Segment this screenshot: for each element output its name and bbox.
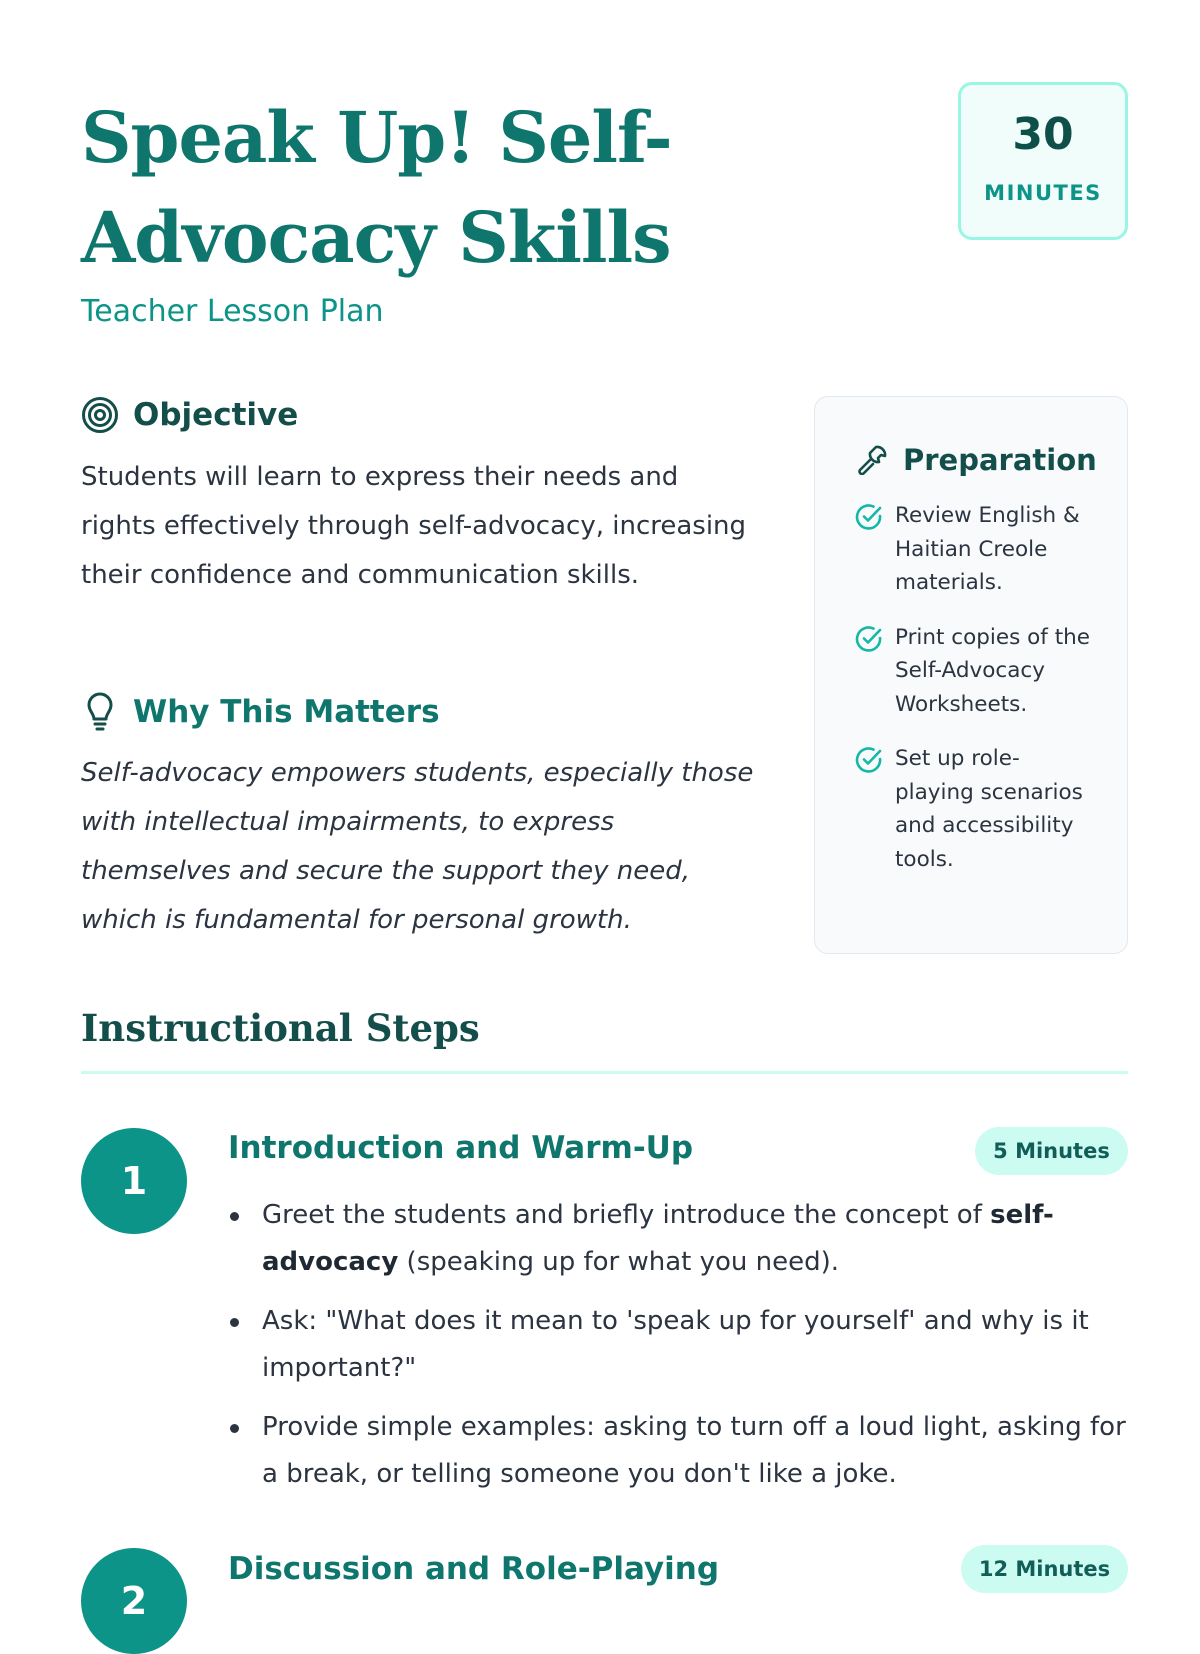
- preparation-item-text: Review English & Haitian Creole materials.: [895, 503, 1080, 595]
- step-duration-badge: 5 Minutes: [975, 1127, 1128, 1175]
- why-title: Why This Matters: [133, 694, 440, 730]
- step-bullet-text: Greet the students and briefly introduce the concept of: [262, 1200, 991, 1230]
- step-title: Introduction and Warm-Up: [228, 1130, 694, 1166]
- step-bullet-list: [228, 1192, 1128, 1510]
- preparation-item: [855, 621, 1105, 722]
- preparation-item: [855, 499, 1105, 600]
- check-circle-icon: [855, 742, 883, 876]
- page-subtitle: Teacher Lesson Plan: [81, 294, 384, 329]
- duration-unit: MINUTES: [984, 181, 1102, 205]
- check-circle-icon: [855, 499, 883, 600]
- check-circle-icon: [855, 621, 883, 722]
- objective-title: Objective: [133, 397, 299, 433]
- step-bullet: [228, 1404, 1128, 1498]
- preparation-item: [855, 742, 1105, 876]
- preparation-item-text: Set up role-playing scenarios and accessibility tools.: [895, 746, 1083, 872]
- duration-number: 30: [1012, 109, 1074, 160]
- step-bullet: [228, 1298, 1128, 1392]
- step-bullet-emphasis: self-advocacy: [262, 1200, 1054, 1277]
- step-bullet-text: Ask: "What does it mean to 'speak up for yourself' and why is it important?": [262, 1306, 1089, 1383]
- step-bullet-text: Provide simple examples: asking to turn off a loud light, asking for a break, or telling someone you don't like a joke.: [262, 1412, 1126, 1489]
- preparation-title: Preparation: [903, 443, 1097, 477]
- page-title: Speak Up! Self-Advocacy Skills: [81, 96, 672, 279]
- why-text: Self-advocacy empowers students, especially those with intellectual impairments, to express themselves and secure the support they need, which is fundamental for personal growth.: [81, 758, 754, 935]
- objective-text: Students will learn to express their needs and rights effectively through self-advocacy, increasing their confidence and communication skills.: [81, 462, 747, 590]
- steps-heading: Instructional Steps: [81, 1006, 480, 1050]
- step-bullet: [228, 1192, 1128, 1286]
- why-heading: [81, 692, 440, 732]
- step-bullet-text: (speaking up for what you need).: [398, 1247, 840, 1277]
- step-number-circle: 2: [81, 1548, 187, 1654]
- step-duration-badge: 12 Minutes: [961, 1545, 1128, 1593]
- target-icon: [81, 396, 119, 434]
- wrench-icon: [855, 441, 889, 479]
- preparation-card: [814, 396, 1128, 954]
- preparation-item-text: Print copies of the Self-Advocacy Worksheets.: [895, 624, 1090, 717]
- lightbulb-icon: [81, 692, 119, 732]
- step-number-circle: 1: [81, 1128, 187, 1234]
- steps-divider: [81, 1071, 1128, 1074]
- preparation-list: [855, 499, 1105, 897]
- preparation-heading: [855, 441, 1097, 479]
- step-title: Discussion and Role-Playing: [228, 1551, 720, 1587]
- duration-badge: [958, 82, 1128, 240]
- objective-heading: [81, 396, 298, 434]
